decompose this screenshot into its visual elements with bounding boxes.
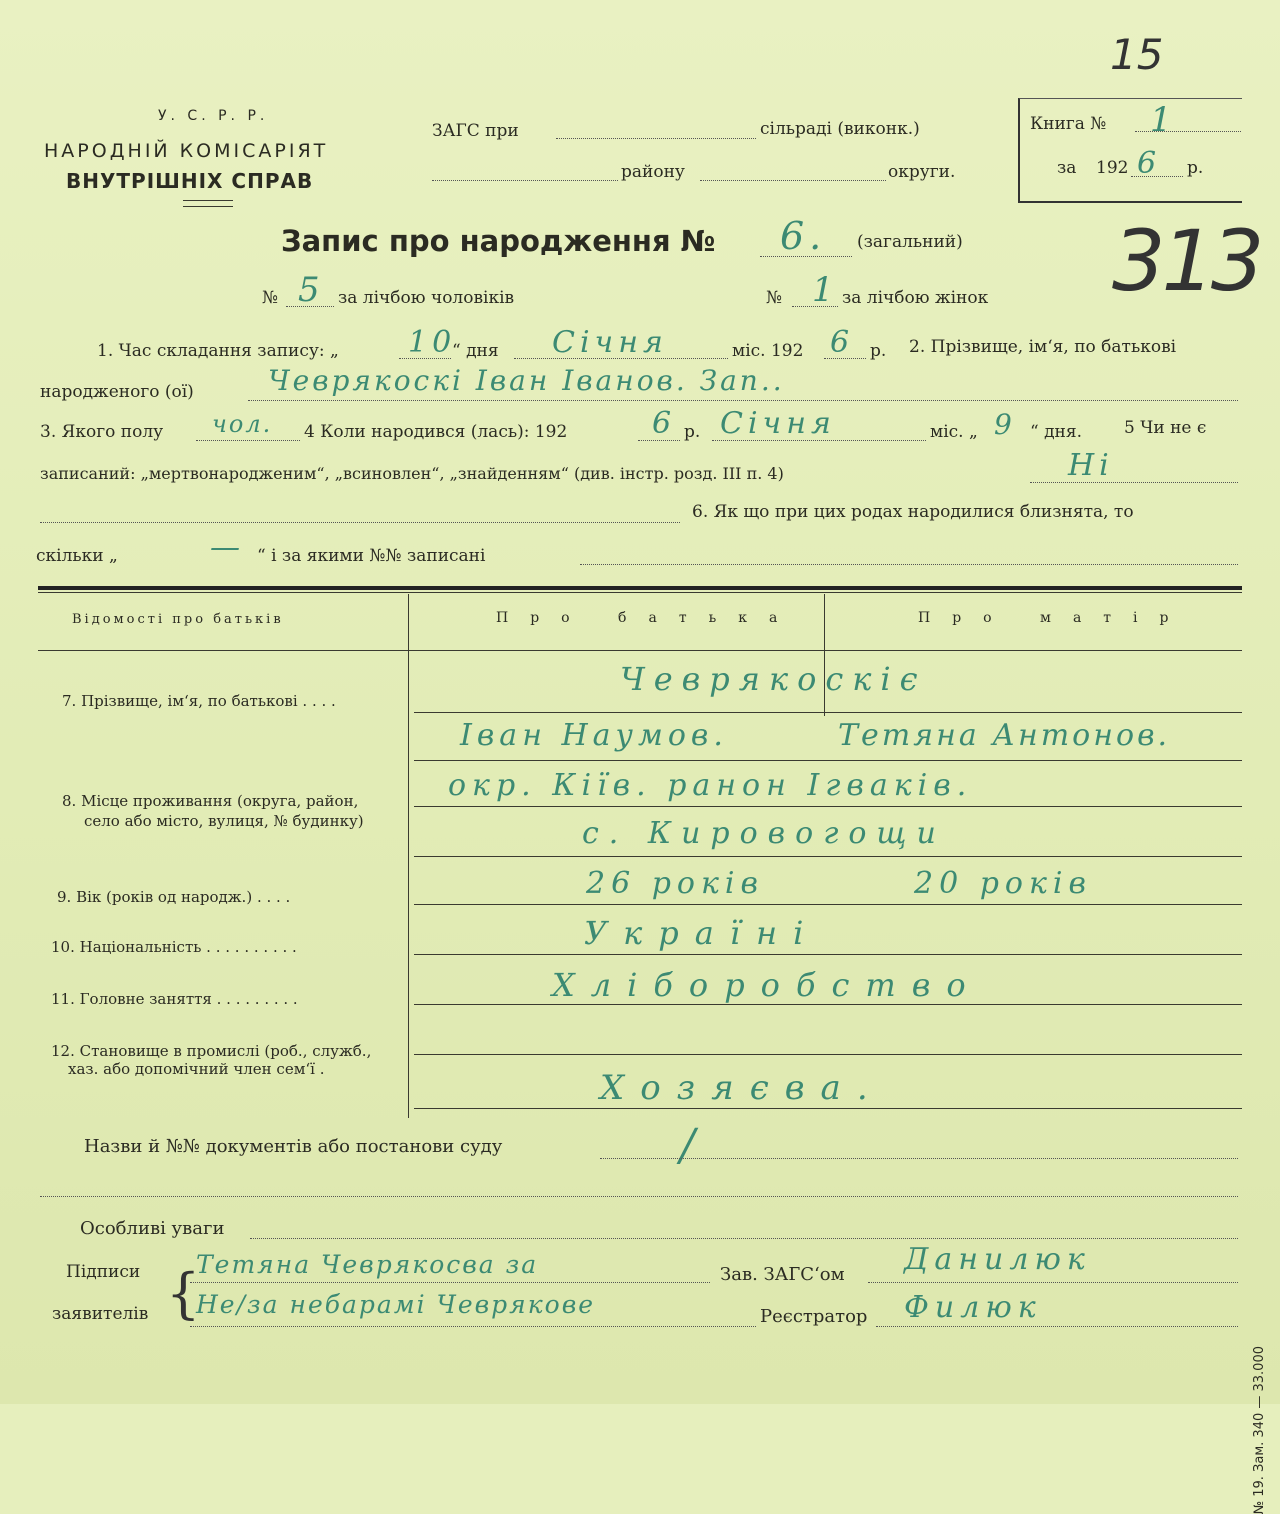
zags-label: ЗАГС при bbox=[432, 121, 519, 141]
field1-year: 6 bbox=[830, 325, 855, 360]
registrar-signature-line bbox=[876, 1326, 1238, 1327]
field1-r: р. bbox=[870, 341, 887, 361]
okruha-line bbox=[700, 180, 886, 181]
table-top-rule-thin bbox=[38, 592, 1242, 593]
district-line bbox=[432, 180, 618, 181]
commissariat-line2: ВНУТРІШНІХ СПРАВ bbox=[66, 169, 314, 193]
ussr-label: У. С. Р. Р. bbox=[158, 108, 269, 124]
year-suffix: р. bbox=[1187, 158, 1204, 178]
row7-father-name: Іван Наумов. bbox=[460, 718, 728, 753]
signature-applicant-2: Не/за небарамі Чеврякове bbox=[196, 1290, 596, 1319]
signatures-brace: { bbox=[166, 1262, 201, 1325]
table-header-col1: Відомості про батьків bbox=[72, 612, 284, 627]
born-label: народженого (ої) bbox=[40, 382, 194, 402]
field6-line2b: “ і за якими №№ записані bbox=[257, 546, 486, 566]
signatures-label-1: Підписи bbox=[66, 1262, 141, 1282]
header-rule-top bbox=[183, 200, 233, 201]
field4-month-line bbox=[712, 440, 926, 441]
field4-mis: міс. „ bbox=[930, 422, 978, 442]
year-line bbox=[1131, 176, 1183, 177]
field5-line2: записаний: „мертвонародженим“, „всиновлен“, „знайденням“ (див. інстр. розд. III п. 4) bbox=[40, 464, 784, 483]
row12-label-line2: хаз. або допомічний член сем‘ї . bbox=[68, 1060, 325, 1078]
row9-father-age: 26 років bbox=[586, 866, 764, 901]
women-count-label: за лічбою жінок bbox=[842, 288, 989, 308]
general-label: (загальний) bbox=[857, 232, 963, 252]
year-value: 6 bbox=[1137, 146, 1162, 181]
field5-label: 5 Чи не є bbox=[1124, 418, 1207, 438]
field6-blank-line bbox=[40, 522, 680, 523]
record-title: Запис про народження № bbox=[281, 224, 716, 258]
print-order-number: № 19. Зам. 340 — 33.000 bbox=[1252, 1346, 1267, 1514]
field4-month: Січня bbox=[720, 406, 836, 441]
field3-value: чол. bbox=[212, 410, 273, 438]
field6-label: 6. Як що при цих родах народилися близнята, то bbox=[692, 502, 1134, 522]
field4-day: 9 bbox=[994, 408, 1017, 441]
commissariat-line1: НАРОДНІЙ КОМІСАРІЯТ bbox=[44, 140, 329, 162]
record-number-line bbox=[760, 256, 852, 257]
field4-r: р. bbox=[684, 422, 701, 442]
registrar-signature: Филюк bbox=[904, 1290, 1042, 1325]
table-rule-r12a bbox=[414, 1054, 1242, 1055]
table-rule-r8b bbox=[414, 856, 1242, 857]
field6-line2a: скільки „ bbox=[36, 546, 118, 566]
row10-label: 10. Національність . . . . . . . . . . bbox=[51, 938, 297, 956]
table-rule-r9 bbox=[414, 904, 1242, 905]
pencil-note-side: 313 bbox=[1112, 212, 1261, 310]
documents-value: / bbox=[680, 1120, 700, 1171]
field3-label: 3. Якого полу bbox=[40, 422, 164, 442]
field1-year-line bbox=[824, 358, 866, 359]
field4-label: 4 Коли народився (лась): 192 bbox=[304, 422, 568, 442]
table-header-col2: Про батька bbox=[496, 610, 800, 626]
signature-applicant-1: Тетяна Чеврякосва за bbox=[196, 1250, 539, 1279]
table-col-divider-1 bbox=[408, 594, 409, 1118]
notes-label: Особливі уваги bbox=[80, 1218, 225, 1239]
women-no-label: № bbox=[766, 288, 783, 308]
field1-day-line bbox=[399, 358, 451, 359]
row10-nationality: Україні bbox=[584, 914, 820, 952]
header-rule-bottom bbox=[183, 206, 233, 207]
row11-label: 11. Головне заняття . . . . . . . . . bbox=[51, 990, 298, 1008]
men-count-value: 5 bbox=[298, 270, 325, 310]
row7-surname: Чеврякоскіє bbox=[620, 660, 927, 698]
table-rule-r10 bbox=[414, 954, 1242, 955]
year-label: за bbox=[1057, 158, 1077, 178]
district-label: району bbox=[621, 162, 685, 182]
field4-year: 6 bbox=[652, 406, 677, 441]
table-rule-r12b bbox=[414, 1108, 1242, 1109]
women-count-value: 1 bbox=[812, 270, 839, 310]
notes-line bbox=[250, 1238, 1238, 1239]
born-line bbox=[248, 400, 1238, 401]
row9-label: 9. Вік (років од народж.) . . . . bbox=[57, 888, 291, 906]
head-signature-line bbox=[868, 1282, 1238, 1283]
field1-label: 1. Час складання запису: „ bbox=[97, 341, 339, 361]
row7-mother-name: Тетяна Антонов. bbox=[838, 718, 1171, 753]
row9-mother-age: 20 років bbox=[914, 866, 1092, 901]
row12-status: Хозяєва. bbox=[600, 1068, 884, 1108]
field1-mis: міс. 192 bbox=[732, 341, 804, 361]
row8-label-line1: 8. Місце проживання (округа, район, bbox=[62, 792, 359, 810]
row7-label: 7. Прізвище, ім‘я, по батькові . . . . bbox=[62, 692, 336, 710]
men-no-label: № bbox=[262, 288, 279, 308]
field4-day-close: “ дня. bbox=[1030, 422, 1083, 442]
table-rule-r7a bbox=[414, 712, 1242, 713]
year-prefix: 192 bbox=[1096, 158, 1129, 178]
book-line bbox=[1135, 131, 1241, 132]
book-value: 1 bbox=[1150, 100, 1177, 140]
row8-label-line2: село або місто, вулиця, № будинку) bbox=[84, 812, 364, 830]
men-count-label: за лічбою чоловіків bbox=[338, 288, 515, 308]
field1-month: Січня bbox=[552, 325, 668, 360]
book-label: Книга № bbox=[1030, 114, 1107, 134]
table-header-col3: Про матір bbox=[918, 610, 1191, 626]
table-top-rule bbox=[38, 586, 1242, 590]
field5-value: Ні bbox=[1068, 448, 1114, 483]
zags-line bbox=[556, 138, 756, 139]
field6-line bbox=[580, 564, 1238, 565]
pencil-note-top: 15 bbox=[1110, 30, 1164, 79]
field1-day-close: “ дня bbox=[452, 341, 499, 361]
registrar-label: Реєстратор bbox=[760, 1306, 868, 1327]
field6-count: — bbox=[210, 530, 245, 565]
table-rule-r8a bbox=[414, 806, 1242, 807]
table-rule-r7b bbox=[414, 760, 1242, 761]
signatures-label-2: заявителів bbox=[52, 1304, 149, 1324]
field4-year-line bbox=[638, 440, 680, 441]
field1-day: 10 bbox=[408, 325, 457, 360]
signature-applicant-1-line bbox=[190, 1282, 710, 1283]
field3-line bbox=[196, 440, 300, 441]
row11-occupation: Хліборобство bbox=[552, 966, 982, 1004]
field2-label: 2. Прізвище, ім‘я, по батькові bbox=[909, 337, 1177, 357]
born-value: Чеврякоскі Іван Іванов. Зап.. bbox=[268, 364, 785, 397]
field5-line bbox=[1030, 482, 1238, 483]
row8-residence-line1: окр. Кіїв. ранон Ігваків. bbox=[448, 768, 973, 803]
record-number: 6. bbox=[780, 214, 827, 258]
village-council-label: сільраді (виконк.) bbox=[760, 119, 920, 139]
head-signature: Данилюк bbox=[904, 1242, 1091, 1277]
okruha-label: округи. bbox=[888, 162, 956, 182]
table-header-rule bbox=[38, 650, 1242, 651]
signature-applicant-2-line bbox=[190, 1326, 756, 1327]
row12-label-line1: 12. Становище в промислі (роб., служб., bbox=[51, 1042, 372, 1060]
table-rule-r11 bbox=[414, 1004, 1242, 1005]
documents-label: Назви й №№ документів або постанови суду bbox=[84, 1136, 503, 1157]
head-label: Зав. ЗАГС‘ом bbox=[720, 1264, 845, 1285]
men-count-line bbox=[286, 306, 334, 307]
field1-month-line bbox=[514, 358, 728, 359]
row8-residence-line2: с. Кировогощи bbox=[582, 816, 946, 851]
documents-line-2 bbox=[40, 1196, 1238, 1197]
women-count-line bbox=[792, 306, 838, 307]
documents-line bbox=[600, 1158, 1238, 1159]
